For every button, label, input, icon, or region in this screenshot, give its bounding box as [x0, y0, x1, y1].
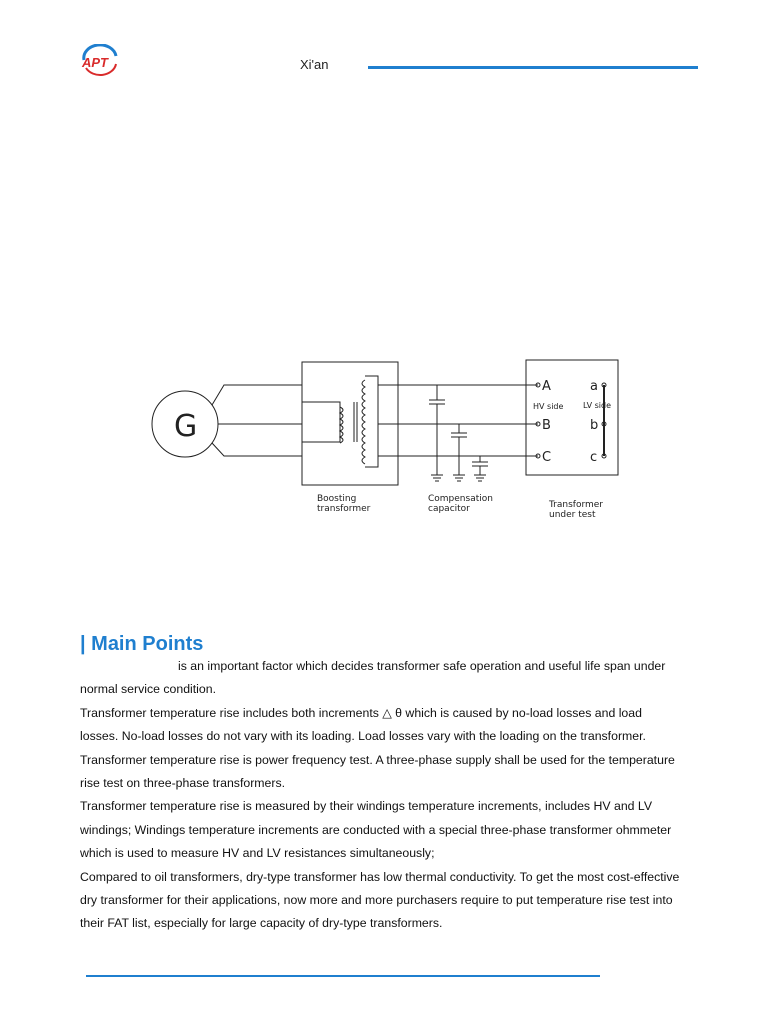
tut-caption-line1: Transformer	[549, 500, 604, 510]
compensation-capacitor-1	[429, 385, 445, 481]
paragraph-4: Transformer temperature rise is measured by their windings temperature increments, includes HV and LV windings; Windings temperature increments are conducted with a special three-phase transformer ohmmeter which is used to measure HV and LV resistances simultaneously;	[80, 799, 672, 861]
logo-text: APT	[82, 55, 108, 70]
compensation-caption-line2: capacitor	[428, 504, 470, 514]
header-divider	[368, 66, 698, 69]
paragraph-5: Compared to oil transformers, dry-type transformer has low thermal conductivity. To get the most cost-effective dry transformer for their applications, now more and more purchasers require to put temperature rise test into their FAT list, especially for large capacity of dry-type transformers.	[80, 869, 680, 931]
compensation-capacitor-3	[472, 456, 488, 481]
hv-terminal-a: A	[542, 379, 551, 394]
compensation-caption-line1: Compensation	[428, 494, 493, 504]
hv-side-label: HV side	[533, 402, 564, 411]
tut-caption-line2: under test	[549, 510, 596, 520]
generator-label: G	[174, 409, 198, 444]
lv-terminal-c: c	[590, 450, 598, 465]
boosting-caption-line2: transformer	[317, 504, 371, 514]
hv-terminal-b: B	[542, 418, 551, 433]
lv-terminal-a: a	[590, 379, 598, 394]
main-points-body	[80, 655, 680, 936]
lv-terminal-b: b	[590, 418, 599, 433]
paragraph-3: Transformer temperature rise is power frequency test. A three-phase supply shall be used for the temperature rise test on three-phase transformers.	[80, 752, 675, 791]
header-title: Xi'an	[300, 57, 329, 72]
footer-divider	[86, 975, 600, 977]
temperature-rise-test-circuit-diagram	[140, 350, 630, 530]
compensation-capacitor-2	[451, 424, 467, 481]
boosting-caption-line1: Boosting	[317, 494, 357, 504]
section-heading: | Main Points	[80, 633, 204, 655]
lv-side-label: LV side	[583, 401, 611, 410]
hv-terminal-c: C	[542, 450, 552, 465]
paragraph-1: is an important factor which decides transformer safe operation and useful life span under normal service condition.	[80, 659, 666, 697]
company-logo	[78, 44, 122, 78]
paragraph-2: Transformer temperature rise includes both increments △ θ which is caused by no-load losses and load losses. No-load losses do not vary with its loading. Load losses vary with the loading on the transformer.	[80, 705, 646, 744]
